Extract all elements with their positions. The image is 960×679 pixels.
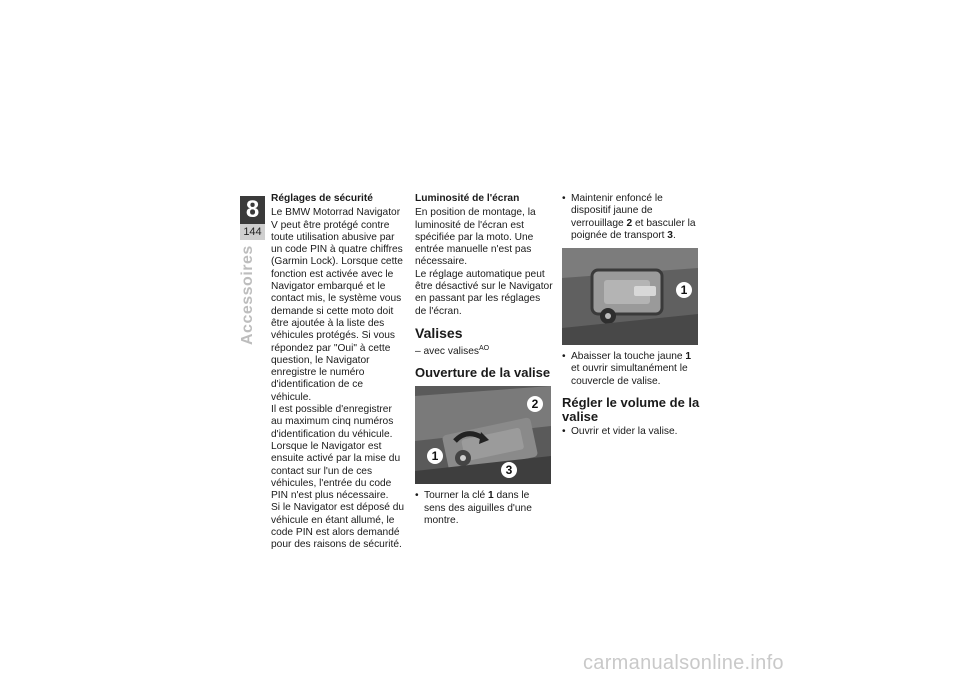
watermark: carmanualsonline.info [583, 652, 784, 674]
callout-3: 3 [501, 462, 517, 478]
heading-security: Réglages de sécurité [271, 193, 373, 204]
column-security [271, 193, 406, 552]
text: Maintenir enfoncé le dispositif jaune de verrouillage [571, 193, 663, 229]
paragraph: Lorsque le Navigator est ensuite activé par la mise du contact sur l'un de ces véhicules, l'entrée du code PIN n'est plus nécessaire. [271, 440, 401, 502]
ref-number: 1 [487, 490, 494, 502]
callout-2: 2 [527, 396, 543, 412]
chapter-tab: 8 [240, 196, 265, 224]
text: et basculer la poignée de transport [571, 217, 696, 241]
figure-case-lock [415, 386, 551, 484]
option-prefix: – avec valises [415, 345, 479, 357]
callout-1: 1 [427, 448, 443, 464]
callout-1: 1 [676, 282, 692, 298]
ref-number: 2 [626, 217, 633, 229]
text: . [672, 229, 676, 241]
step-hold-lock [562, 193, 700, 242]
step-press-button [562, 351, 700, 388]
option-line [415, 343, 553, 358]
option-code: AO [479, 344, 490, 352]
paragraph: Le BMW Motorrad Navigator V peut être protégé contre toute utilisation abusive par un code PIN à quatre chiffres (Garmin Lock). Lorsque cette fonction est activée avec le Navigator embarqué et le contact mis, le système vous demande si cette moto doit être ajoutée à la liste des véhicules protégés. Si vous répondez par "Oui" à cette question, le Navigator enregistre le numéro d'identification de ce véhicule. [271, 207, 403, 403]
heading-case-volume: Régler le volume de la valise [562, 395, 700, 425]
text: dans le sens des aiguilles d'une montre. [424, 490, 532, 526]
column-case-steps [562, 193, 700, 438]
page-number: 144 [240, 224, 265, 240]
figure-case-handle [562, 248, 698, 345]
text: Abaisser la touche jaune [571, 351, 686, 363]
paragraph: Le réglage automatique peut être désactivé sur le Navigator en passant par les réglages de l'écran. [415, 268, 553, 317]
ref-number: 1 [685, 351, 692, 363]
paragraph: Il est possible d'enregistrer au maximum cinq numéros d'identification du véhicule. [271, 404, 394, 440]
text: Tourner la clé [424, 490, 488, 502]
section-label: Accessoires [239, 245, 256, 345]
heading-open-case: Ouverture de la valise [415, 365, 551, 381]
paragraph: Si le Navigator est déposé du véhicule en étant allumé, le code PIN est alors demandé pour des raisons de sécurité. [271, 502, 405, 551]
column-brightness [415, 193, 553, 527]
step-empty-case: • Ouvrir et vider la valise. [562, 426, 700, 438]
text: et ouvrir simultanément le couvercle de valise. [571, 363, 688, 387]
heading-brightness: Luminosité de l'écran [415, 193, 520, 204]
step-turn-key [415, 490, 553, 527]
paragraph: En position de montage, la luminosité de l'écran est spécifiée par la moto. Une entrée manuelle n'est pas nécessaire. [415, 207, 536, 268]
heading-cases: Valises [415, 324, 463, 341]
case-handle-illustration [562, 248, 698, 345]
ref-number: 3 [667, 229, 673, 241]
